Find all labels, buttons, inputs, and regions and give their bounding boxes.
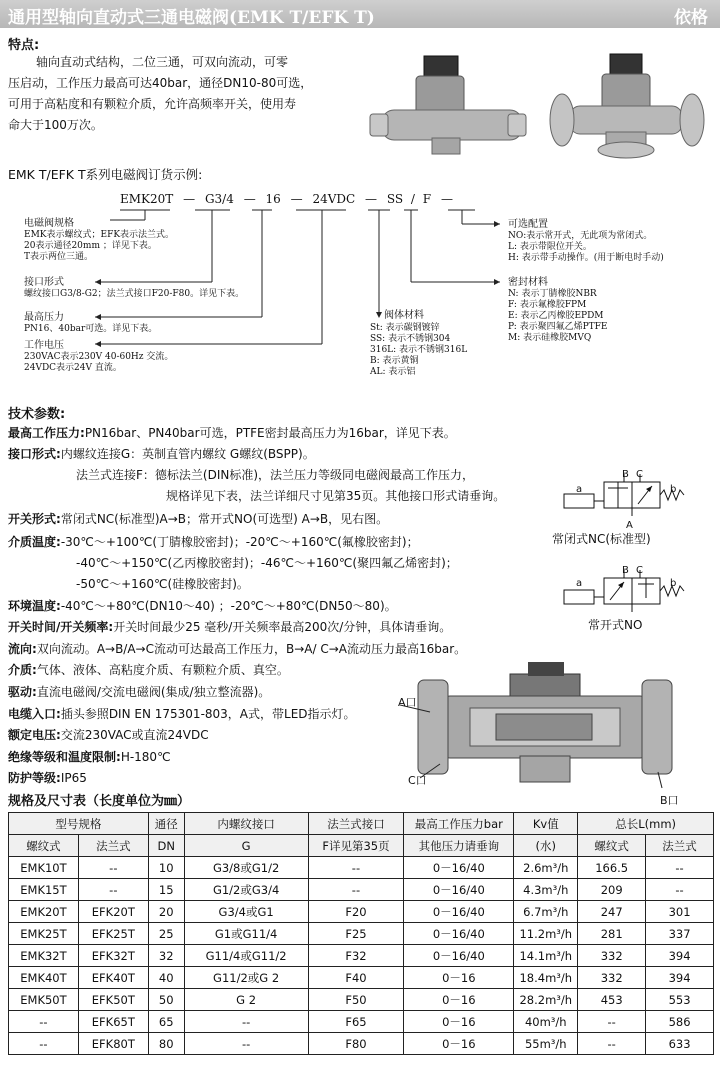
table-cell: F65 xyxy=(308,1011,404,1033)
order-code-seal: F xyxy=(422,192,432,206)
table-cell: G11/4或G11/2 xyxy=(184,945,308,967)
table-cell: G 2 xyxy=(184,989,308,1011)
svg-text:b: b xyxy=(670,484,677,495)
no-label: 常开式NO xyxy=(588,618,643,632)
table-cell: 394 xyxy=(646,967,714,989)
table-cell: -- xyxy=(78,879,148,901)
table-cell: 4.3m³/h xyxy=(514,879,578,901)
table-cell: 18.4m³/h xyxy=(514,967,578,989)
tech-row: 绝缘等级和温度限制:H-180℃ xyxy=(8,750,171,764)
svg-text:A: A xyxy=(626,520,633,531)
table-row xyxy=(9,1011,714,1033)
table-cell: EFK50T xyxy=(78,989,148,1011)
tech-row: -40℃～+150℃(乙丙橡胶密封)；-46℃～+160℃(聚四氟乙烯密封)； xyxy=(76,556,458,570)
table-cell: EMK25T xyxy=(9,923,79,945)
tech-row: 接口形式:内螺纹连接G：英制直管内螺纹 G螺纹(BSPP)。 xyxy=(8,447,315,461)
table-cell: 0－16/40 xyxy=(404,857,514,879)
no-valve-symbol xyxy=(558,564,708,620)
table-cell: G1或G11/4 xyxy=(184,923,308,945)
table-cell: 2.6m³/h xyxy=(514,857,578,879)
table-cell: 0－16 xyxy=(404,967,514,989)
table-cell: G3/8或G1/2 xyxy=(184,857,308,879)
valve-section-view xyxy=(400,660,690,800)
table-cell: 55m³/h xyxy=(514,1033,578,1055)
table-cell: 0－16 xyxy=(404,1011,514,1033)
table-cell: 0－16/40 xyxy=(404,901,514,923)
order-heading: EMK T/EFK T系列电磁阀订货示例: xyxy=(8,167,203,182)
table-cell: 453 xyxy=(578,989,646,1011)
table-header-row: 螺纹式 法兰式 DN G F详见第35页 其他压力请垂询 (水) 螺纹式 法兰式 xyxy=(9,835,714,857)
table-cell: EMK40T xyxy=(9,967,79,989)
table-cell: 0－16/40 xyxy=(404,879,514,901)
table-cell: EFK32T xyxy=(78,945,148,967)
brand-name: 依格 xyxy=(674,8,708,28)
table-cell: 633 xyxy=(646,1033,714,1055)
tech-heading: 技术参数: xyxy=(8,407,66,422)
table-cell: F80 xyxy=(308,1033,404,1055)
table-cell: F20 xyxy=(308,901,404,923)
table-cell: EMK32T xyxy=(9,945,79,967)
table-header-row: 型号规格 通径 内螺纹接口 法兰式接口 最高工作压力bar Kv值 总长L(mm) xyxy=(9,813,714,835)
table-cell: -- xyxy=(646,879,714,901)
table-cell: -- xyxy=(308,857,404,879)
table-cell: 40 xyxy=(148,967,184,989)
svg-text:C: C xyxy=(636,565,643,576)
order-code-voltage: 24VDC xyxy=(312,192,356,206)
table-cell: G1/2或G3/4 xyxy=(184,879,308,901)
product-photo-threaded xyxy=(366,48,536,160)
table-cell: 32 xyxy=(148,945,184,967)
table-cell: 0－16 xyxy=(404,989,514,1011)
table-cell: 0－16 xyxy=(404,1033,514,1055)
table-heading: 规格及尺寸表（长度单位为㎜） xyxy=(8,794,191,809)
order-code-port: G3/4 xyxy=(204,192,234,206)
table-cell: 28.2m³/h xyxy=(514,989,578,1011)
order-code-model: EMK20T xyxy=(120,192,174,206)
table-cell: 14.1m³/h xyxy=(514,945,578,967)
tech-row: 规格详见下表，法兰详细尺寸见第35页。其他接口形式请垂询。 xyxy=(166,489,506,503)
table-cell: 10 xyxy=(148,857,184,879)
table-cell: 20 xyxy=(148,901,184,923)
table-cell: EFK25T xyxy=(78,923,148,945)
tech-row: 环境温度:-40℃～+80℃(DN10～40) ；-20℃～+80℃(DN50～80)。 xyxy=(8,599,397,613)
spec-table xyxy=(8,812,714,1055)
table-cell: 247 xyxy=(578,901,646,923)
page-title: 通用型轴向直动式三通电磁阀(EMK T/EFK T) xyxy=(8,8,375,28)
table-cell: EMK20T xyxy=(9,901,79,923)
table-cell: -- xyxy=(646,857,714,879)
nc-label: 常闭式NC(标准型) xyxy=(552,532,651,546)
table-cell: 15 xyxy=(148,879,184,901)
table-cell: EFK20T xyxy=(78,901,148,923)
order-code: EMK20T — G3/4 — 16 — 24VDC — SS / F — xyxy=(120,192,453,206)
table-cell: 209 xyxy=(578,879,646,901)
tech-row: 驱动:直流电磁阀/交流电磁阀(集成/独立整流器)。 xyxy=(8,685,271,699)
header-bar xyxy=(0,0,720,28)
table-row xyxy=(9,1033,714,1055)
table-cell: 40m³/h xyxy=(514,1011,578,1033)
section-port-b: B口 xyxy=(660,794,679,807)
table-row xyxy=(9,879,714,901)
table-cell: 65 xyxy=(148,1011,184,1033)
note-seal: 密封材料 N: 表示丁腈橡胶NBR F: 表示氟橡胶FPM E: 表示乙丙橡胶EPDM P: 表示聚四氟乙烯PTFE M: 表示硅橡胶MVQ xyxy=(508,277,608,343)
table-cell: F32 xyxy=(308,945,404,967)
table-cell: -- xyxy=(184,1011,308,1033)
table-cell: 281 xyxy=(578,923,646,945)
table-cell: 0－16/40 xyxy=(404,945,514,967)
feature-line: 压启动，工作压力最高可达40bar，通径DN10-80可选， xyxy=(8,76,313,90)
table-cell: EMK10T xyxy=(9,857,79,879)
table-cell: 80 xyxy=(148,1033,184,1055)
tech-row: 防护等级:IP65 xyxy=(8,771,87,785)
table-cell: 11.2m³/h xyxy=(514,923,578,945)
table-row xyxy=(9,967,714,989)
table-row xyxy=(9,857,714,879)
table-cell: 586 xyxy=(646,1011,714,1033)
note-max-pressure: 最高压力 PN16、40bar可选。详见下表。 xyxy=(24,312,158,334)
note-body-material: 阀体材料 xyxy=(384,310,424,321)
table-cell: -- xyxy=(78,857,148,879)
table-cell: 301 xyxy=(646,901,714,923)
table-cell: 6.7m³/h xyxy=(514,901,578,923)
spec-table-body xyxy=(9,857,714,1055)
nc-valve-symbol xyxy=(558,468,708,532)
table-row xyxy=(9,945,714,967)
tech-row: 介质温度:-30℃～+100℃(丁腈橡胶密封)；-20℃～+160℃(氟橡胶密封)； xyxy=(8,535,419,549)
svg-text:a: a xyxy=(576,484,583,495)
tech-row: 开关形式:常闭式NC(标准型)A→B；常开式NO(可选型) A→B，见右图。 xyxy=(8,512,389,526)
table-cell: F25 xyxy=(308,923,404,945)
svg-text:a: a xyxy=(576,578,583,589)
table-row xyxy=(9,989,714,1011)
features-heading: 特点: xyxy=(8,38,40,53)
features-text xyxy=(8,52,360,136)
order-code-pressure: 16 xyxy=(265,192,281,206)
table-cell: EFK80T xyxy=(78,1033,148,1055)
tech-row: 流向:双向流动。A→B/A→C流动可达最高工作压力，B→A/ C→A流动压力最高16bar。 xyxy=(8,642,467,656)
feature-line: 命大于100万次。 xyxy=(8,118,103,132)
table-cell: EFK40T xyxy=(78,967,148,989)
table-cell: 332 xyxy=(578,967,646,989)
tech-row: 最高工作压力:PN16bar、PN40bar可选，PTFE密封最高压力为16bar，详见下表。 xyxy=(8,426,456,440)
table-cell: 0－16/40 xyxy=(404,923,514,945)
note-port-form: 接口形式 螺纹接口G3/8-G2；法兰式接口F20-F80。详见下表。 xyxy=(24,277,245,299)
table-cell: 553 xyxy=(646,989,714,1011)
table-cell: 50 xyxy=(148,989,184,1011)
table-cell: 25 xyxy=(148,923,184,945)
table-cell: -- xyxy=(578,1011,646,1033)
tech-row: -50℃～+160℃(硅橡胶密封)。 xyxy=(76,577,249,591)
feature-line: 轴向直动式结构，二位三通，可双向流动，可零 xyxy=(36,55,289,69)
tech-row: 法兰式连接F：德标法兰(DIN标准)，法兰压力等级同电磁阀最高工作压力， xyxy=(76,468,475,482)
table-cell: F40 xyxy=(308,967,404,989)
note-valve-spec: 电磁阀规格 EMK表示螺纹式；EFK表示法兰式。 20表示通径20mm ；详见下表。 T表示两位三通。 xyxy=(24,218,175,262)
table-cell: -- xyxy=(9,1011,79,1033)
table-cell: EFK65T xyxy=(78,1011,148,1033)
table-cell: -- xyxy=(578,1033,646,1055)
svg-text:b: b xyxy=(670,578,677,589)
table-cell: -- xyxy=(184,1033,308,1055)
order-code-body: SS xyxy=(386,192,404,206)
svg-text:B: B xyxy=(622,469,629,480)
tech-row: 电缆入口:插头参照DIN EN 175301-803，A式，带LED指示灯。 xyxy=(8,707,356,721)
table-cell: -- xyxy=(9,1033,79,1055)
svg-text:B: B xyxy=(622,565,629,576)
note-voltage: 工作电压 230VAC表示230V 40-60Hz 交流。 24VDC表示24V 直流。 xyxy=(24,340,174,373)
table-cell: G3/4或G1 xyxy=(184,901,308,923)
table-cell: 337 xyxy=(646,923,714,945)
tech-row: 额定电压:交流230VAC或直流24VDC xyxy=(8,728,209,742)
feature-line: 可用于高粘度和有颗粒介质，允许高频率开关，使用寿 xyxy=(8,97,297,111)
table-cell: G11/2或G 2 xyxy=(184,967,308,989)
tech-row: 介质:气体、液体、高粘度介质、有颗粒介质、真空。 xyxy=(8,663,289,677)
note-optional: 可选配置 NO:表示常开式，无此项为常闭式。 L: 表示带限位开关。 H: 表示带手动操作。(用于断电时手动) xyxy=(508,219,664,263)
section-port-a: A口 xyxy=(398,696,417,709)
tech-row: 开关时间/开关频率:开关时间最少25 毫秒/开关频率最高200次/分钟，具体请垂询。 xyxy=(8,620,452,634)
table-cell: 166.5 xyxy=(578,857,646,879)
body-material-list: St: 表示碳钢镀锌 SS: 表示不锈钢304 316L: 表示不锈钢316L B: 表示黄铜 AL: 表示铝 xyxy=(370,323,468,377)
table-cell: F50 xyxy=(308,989,404,1011)
table-cell: EMK15T xyxy=(9,879,79,901)
table-cell: -- xyxy=(308,879,404,901)
table-cell: EMK50T xyxy=(9,989,79,1011)
table-row xyxy=(9,901,714,923)
table-cell: 394 xyxy=(646,945,714,967)
section-port-c: C口 xyxy=(408,774,427,787)
table-cell: 332 xyxy=(578,945,646,967)
table-row xyxy=(9,923,714,945)
product-photo-flanged xyxy=(540,46,714,160)
svg-text:C: C xyxy=(636,469,643,480)
